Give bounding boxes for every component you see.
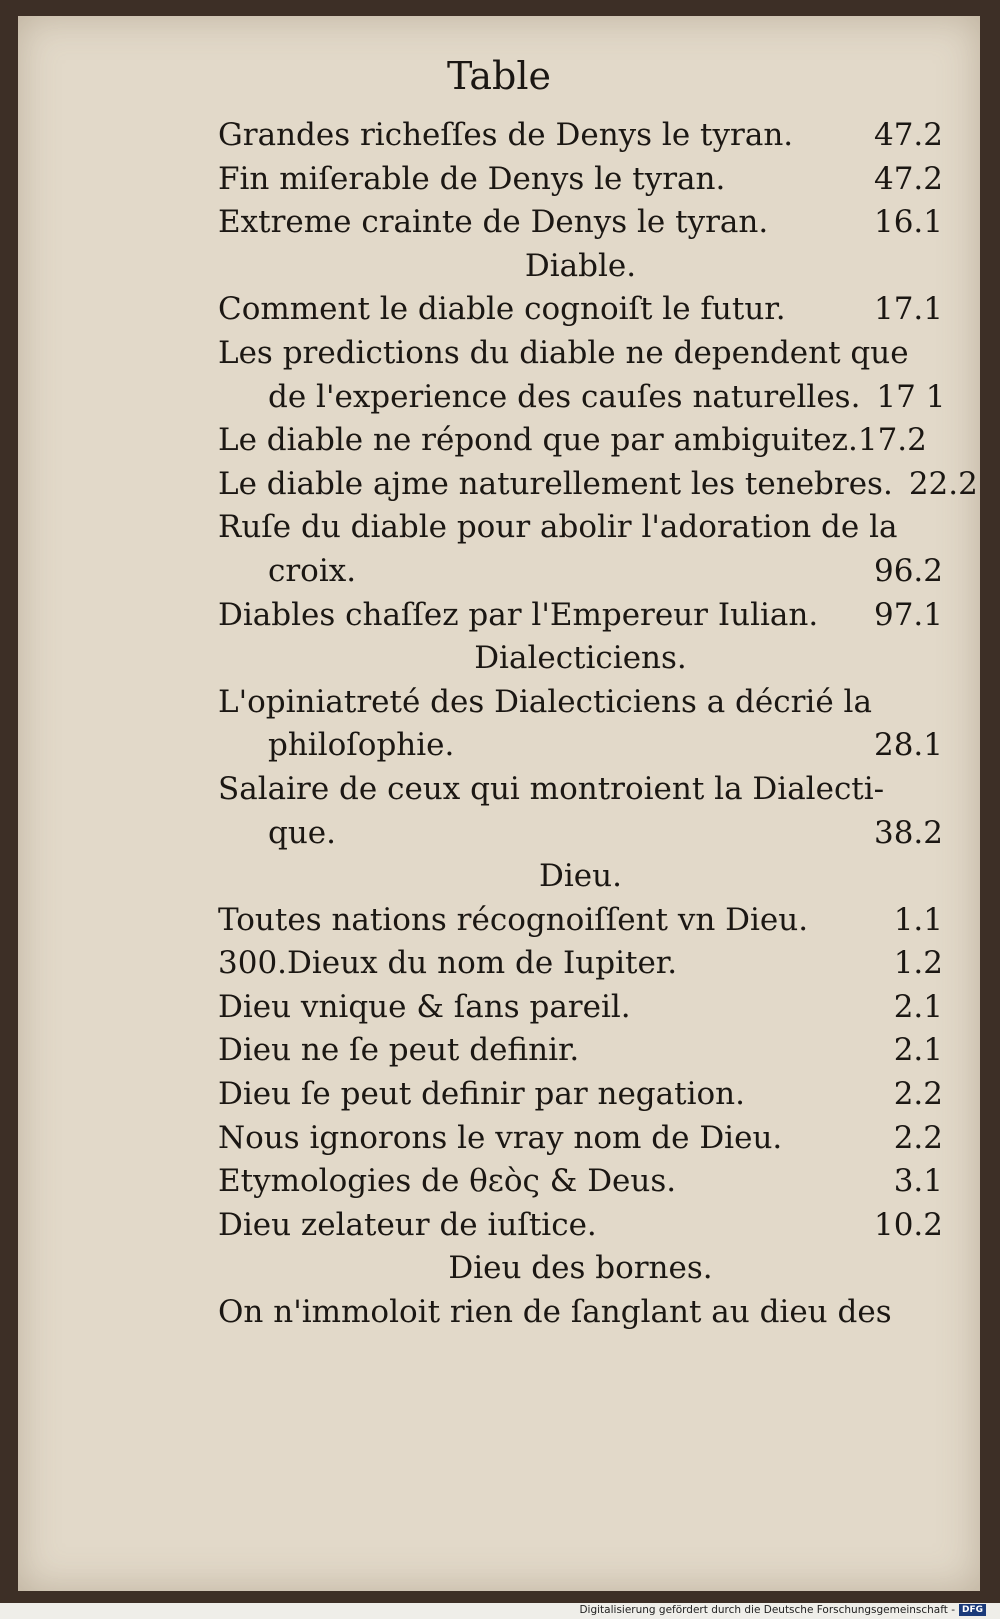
page-title: Table (446, 54, 552, 98)
index-entry (218, 1073, 943, 1117)
entry-page-ref: 38.2 (873, 814, 943, 851)
index-entry (218, 506, 943, 593)
index-entry (218, 768, 943, 855)
index-entry (218, 942, 943, 986)
index-entry (218, 201, 943, 245)
entry-page-ref: 16.1 (873, 204, 943, 241)
entry-text: Les predictions du diable ne dependent que (218, 334, 909, 371)
section-heading: Dialecticiens. (474, 640, 687, 677)
entry-text: Fin miſerable de Denys le tyran. (218, 160, 726, 197)
entry-continuation: de l'experience des cauſes naturelles. (268, 378, 861, 415)
footer-text: Digitalisierung gefördert durch die Deutsche Forschungsgemeinschaft - (579, 1604, 955, 1616)
entry-page-ref: 47.2 (873, 117, 943, 153)
index-entries (218, 114, 978, 1335)
entry-text: Dieu ſe peut definir par negation. (218, 1076, 745, 1113)
entry-text: 300.Dieux du nom de Iupiter. (218, 945, 678, 982)
entry-page-ref: 2.1 (893, 988, 943, 1025)
entry-text: Dieu zelateur de iuſtice. (218, 1206, 597, 1243)
entry-text: Le diable ne répond que par ambiguitez.17.2 (218, 422, 927, 459)
index-entry (218, 594, 943, 638)
footer (579, 1603, 986, 1617)
entry-text: Ruſe du diable pour abolir l'adoration de la (218, 509, 898, 546)
entry-page-ref: 47.2 (873, 160, 943, 197)
entry-text: Nous ignorons le vray nom de Dieu. (218, 1119, 783, 1156)
entry-page-ref: 2.2 (893, 1119, 943, 1156)
entry-page-ref: 2.2 (893, 1076, 943, 1113)
entry-page-ref: 22.2 (908, 465, 978, 502)
entry-page-ref: 28.1 (873, 727, 943, 764)
entry-text: Etymologies de θεὸς & Deus. (218, 1163, 677, 1200)
index-entry (218, 1291, 943, 1335)
entry-continuation: croix. (268, 552, 357, 589)
entry-page-ref: 96.2 (873, 552, 943, 589)
entry-continuation: que. (268, 814, 337, 851)
index-entry (218, 288, 943, 332)
entry-page-ref: 10.2 (873, 1206, 943, 1243)
entry-page-ref: 3.1 (893, 1163, 943, 1200)
entry-page-ref: 17 1 (876, 378, 946, 415)
book-page (18, 16, 980, 1591)
entry-text: Grandes richeſſes de Denys le tyran. (218, 117, 794, 153)
index-entry (218, 419, 943, 463)
entry-text: Extreme crainte de Denys le tyran. (218, 204, 769, 241)
index-entry (218, 1204, 943, 1248)
index-entry (218, 158, 943, 202)
section-heading: Diable. (524, 247, 637, 284)
index-entry (218, 1160, 943, 1204)
entry-page-ref: 1.1 (893, 901, 943, 938)
entry-page-ref: 17.1 (873, 291, 943, 328)
section-heading: Dieu des bornes. (448, 1250, 713, 1287)
section-heading: Dieu. (539, 858, 622, 895)
entry-text: Comment le diable cognoiſt le futur. (218, 291, 786, 328)
index-entry (218, 332, 946, 419)
entry-text: Le diable ajme naturellement les tenebres. (218, 465, 893, 502)
entry-text: L'opiniatreté des Dialecticiens a décrié la (218, 683, 872, 720)
entry-text: Dieu vnique & ſans pareil. (218, 988, 631, 1025)
index-entry (218, 681, 943, 768)
entry-text: On n'immoloit rien de ſanglant au dieu des (218, 1294, 892, 1331)
entry-page-ref: 1.2 (893, 945, 943, 982)
index-entry (218, 1029, 943, 1073)
entry-text: Diables chaſſez par l'Empereur Iulian. (218, 596, 819, 633)
index-entry (218, 114, 943, 158)
entry-text: Toutes nations récognoiſſent vn Dieu. (218, 901, 809, 938)
dfg-logo: DFG (959, 1604, 986, 1616)
index-entry (218, 463, 978, 507)
index-entry (218, 899, 943, 943)
entry-text: Dieu ne ſe peut definir. (218, 1032, 580, 1069)
entry-page-ref: 2.1 (893, 1032, 943, 1069)
index-entry (218, 1117, 943, 1161)
index-entry (218, 986, 943, 1030)
entry-text: Salaire de ceux qui montroient la Dialecti- (218, 770, 885, 807)
entry-continuation: philoſophie. (268, 727, 455, 764)
entry-page-ref: 97.1 (873, 596, 943, 633)
